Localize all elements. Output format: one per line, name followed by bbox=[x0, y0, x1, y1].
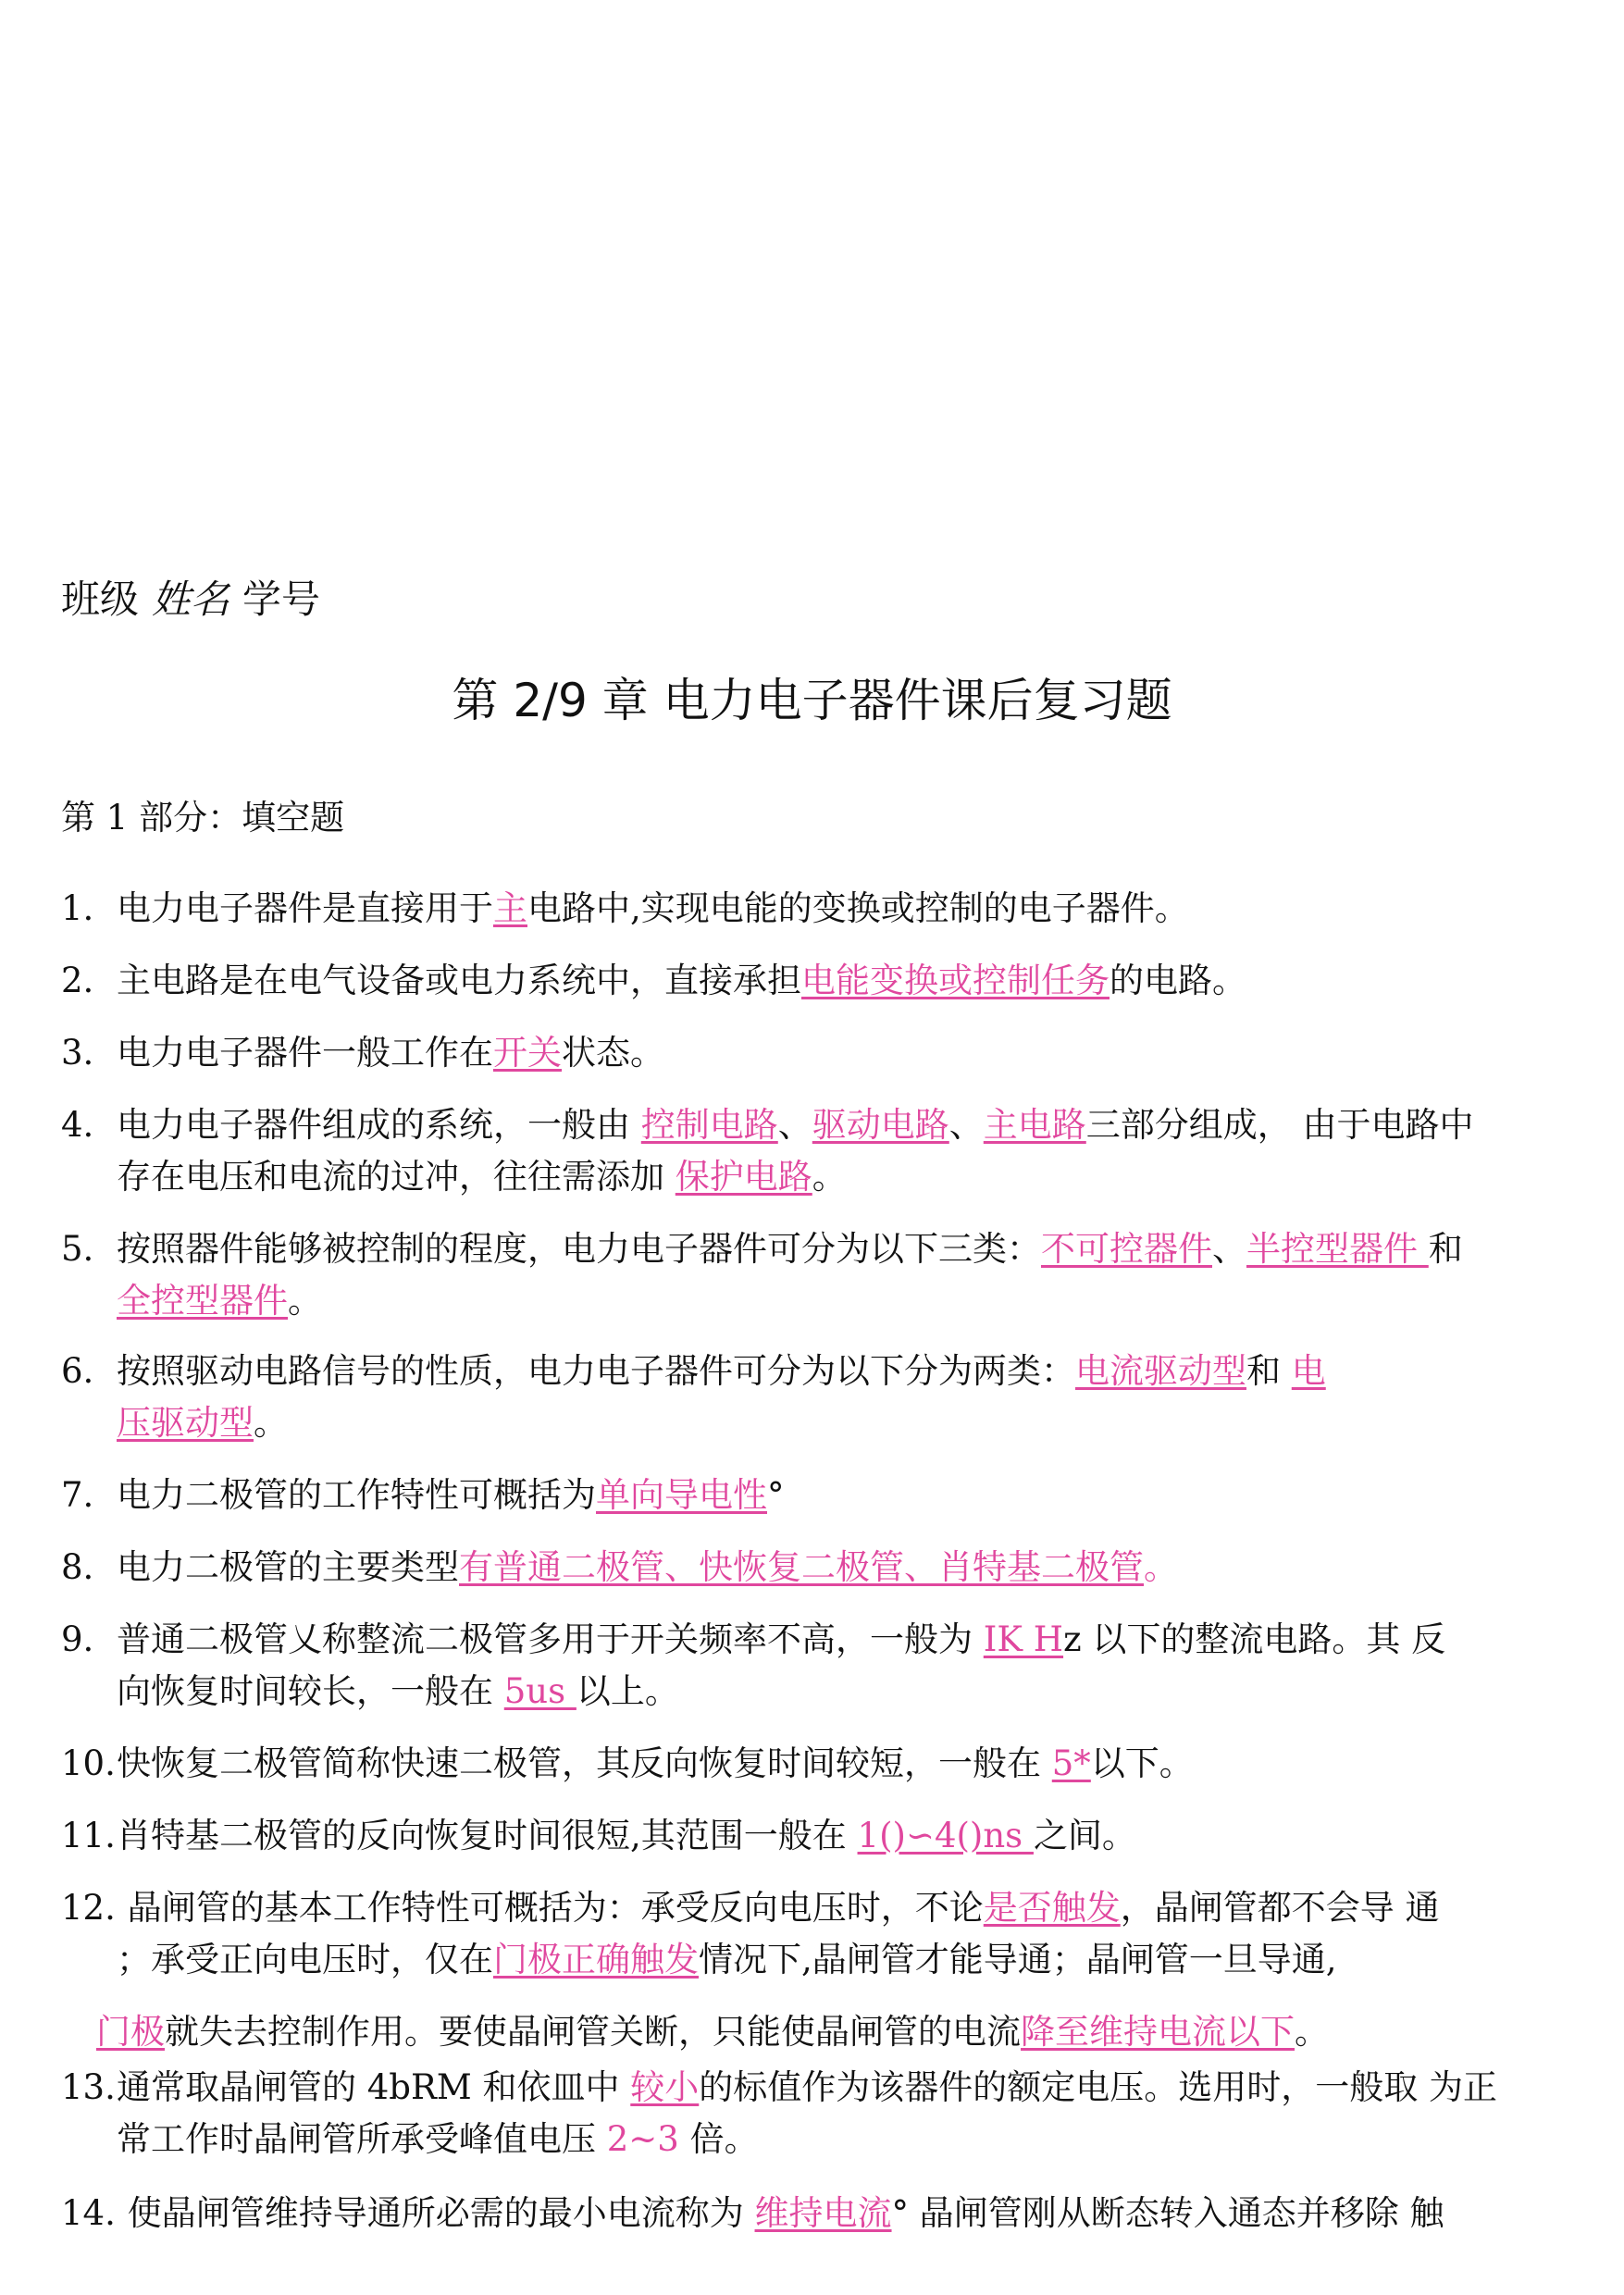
question-number: 8. bbox=[61, 1547, 94, 1587]
page-title: 第 2/9 章 电力电子器件课后复习题 bbox=[452, 674, 1172, 727]
answer-blank: 压驱动型 bbox=[117, 1403, 254, 1443]
question-text: 按照驱动电路信号的性质，电力电子器件可分为以下分为两类： bbox=[117, 1351, 1075, 1391]
question-text: 通常取晶闸管的 4bRM 和依皿中 bbox=[117, 2067, 631, 2107]
question-number: 4. bbox=[61, 1105, 94, 1145]
question-text: 的标值作为该器件的额定电压。选用时，一般取 为正 bbox=[699, 2067, 1498, 2107]
answer-blank: 门极 bbox=[96, 2012, 165, 2052]
question-text: 向恢复时间较长，一般在 bbox=[117, 1671, 504, 1711]
question-text: 电力二极管的工作特性可概括为 bbox=[117, 1475, 596, 1515]
answer-blank: 5us bbox=[503, 1671, 576, 1711]
question-text: 电路中,实现电能的变换或控制的电子器件。 bbox=[527, 888, 1189, 928]
answer-blank: 不可控器件 bbox=[1041, 1229, 1212, 1269]
question-text: 之间。 bbox=[1033, 1816, 1136, 1855]
answer-blank: 2~3 bbox=[606, 2119, 690, 2159]
question-6 bbox=[61, 1346, 1579, 1449]
question-continuation bbox=[61, 2114, 1579, 2165]
question-number: 10. bbox=[61, 1743, 116, 1783]
class-label: 班级 bbox=[61, 577, 140, 622]
question-continuation bbox=[61, 2006, 1579, 2058]
answer-blank: 电流驱动型 bbox=[1075, 1351, 1246, 1391]
question-number: 12. bbox=[61, 1888, 116, 1928]
question-text: 肖特基二极管的反向恢复时间很短,其范围一般在 bbox=[117, 1816, 858, 1855]
question-text: 三部分组成， 由于电路中 bbox=[1085, 1105, 1474, 1145]
answer-blank: 维持电流 bbox=[754, 2193, 892, 2233]
separator: 、 bbox=[1212, 1229, 1246, 1269]
question-text: 状态。 bbox=[562, 1033, 664, 1073]
question-2 bbox=[61, 955, 1579, 1007]
student-id-label: 学号 bbox=[242, 577, 321, 622]
question-continuation bbox=[61, 1151, 1579, 1203]
question-continuation bbox=[61, 1934, 1579, 1986]
question-9 bbox=[61, 1614, 1579, 1718]
question-14 bbox=[61, 2188, 1579, 2239]
question-text: 普通二极管乂称整流二极管多用于开关频率不高，一般为 bbox=[117, 1619, 984, 1659]
question-text: 以上。 bbox=[576, 1671, 679, 1711]
question-1 bbox=[61, 883, 1579, 935]
question-text: 的电路。 bbox=[1110, 961, 1246, 1000]
question-4 bbox=[61, 1099, 1579, 1203]
question-number: 1. bbox=[61, 888, 94, 928]
question-text: ，晶闸管都不会导 通 bbox=[1120, 1888, 1440, 1928]
question-text: 电力电子器件是直接用于 bbox=[117, 888, 493, 928]
question-text: 电力二极管的主要类型 bbox=[117, 1547, 459, 1587]
question-text: ° bbox=[767, 1475, 785, 1515]
question-number: 9. bbox=[61, 1619, 94, 1659]
question-7 bbox=[61, 1470, 1579, 1521]
question-number: 2. bbox=[61, 961, 94, 1000]
answer-blank: 门极正确触发 bbox=[493, 1940, 699, 1979]
answer-blank: 降至维持电流以下 bbox=[1021, 2012, 1295, 2052]
question-text: 。 bbox=[288, 1281, 322, 1321]
section-heading: 第 1 部分：填空题 bbox=[61, 798, 345, 837]
question-text: 就失去控制作用。要使晶闸管关断，只能使晶闸管的电流 bbox=[165, 2012, 1021, 2052]
answer-blank: 主电路 bbox=[983, 1105, 1086, 1145]
question-text: 使晶闸管维持导通所必需的最小电流称为 bbox=[117, 2193, 755, 2233]
separator: 、 bbox=[777, 1105, 812, 1145]
answer-blank: 5* bbox=[1051, 1743, 1091, 1783]
question-13 bbox=[61, 2062, 1579, 2165]
question-text: 。 bbox=[1295, 2012, 1329, 2052]
question-text: 电力电子器件组成的系统，一般由 bbox=[117, 1105, 641, 1145]
answer-blank: 保护电路 bbox=[675, 1157, 812, 1197]
question-11 bbox=[61, 1810, 1579, 1862]
answer-blank: 电能变换或控制任务 bbox=[801, 961, 1110, 1000]
question-text: z 以下的整流电路。其 反 bbox=[1063, 1619, 1446, 1659]
question-text: 。 bbox=[1144, 1547, 1178, 1587]
student-info-line bbox=[61, 572, 320, 627]
answer-blank: 有普通二极管、快恢复二极管、肖特基二极管 bbox=[459, 1547, 1144, 1587]
question-continuation bbox=[61, 1397, 1579, 1449]
question-text: ° 晶闸管刚从断态转入通态并移除 触 bbox=[891, 2193, 1444, 2233]
answer-blank: 半控型器件 bbox=[1246, 1229, 1429, 1269]
answer-blank: 开关 bbox=[493, 1033, 562, 1073]
name-label: 姓名 bbox=[152, 577, 230, 622]
question-continuation bbox=[61, 1666, 1579, 1718]
question-text: 和 bbox=[1428, 1229, 1463, 1269]
question-text: 存在电压和电流的过冲，往往需添加 bbox=[117, 1157, 676, 1197]
separator: 、 bbox=[948, 1105, 984, 1145]
question-text: ；承受正向电压时，仅在 bbox=[117, 1940, 493, 1979]
question-text: 。 bbox=[254, 1403, 288, 1443]
question-5 bbox=[61, 1223, 1579, 1327]
answer-blank: 全控型器件 bbox=[117, 1281, 288, 1321]
question-text: 以下。 bbox=[1090, 1743, 1194, 1783]
answer-blank: 主 bbox=[493, 888, 527, 928]
question-number: 3. bbox=[61, 1033, 94, 1073]
question-number: 13. bbox=[61, 2067, 116, 2107]
answer-blank: 控制电路 bbox=[640, 1105, 778, 1145]
question-number: 7. bbox=[61, 1475, 94, 1515]
question-10 bbox=[61, 1738, 1579, 1790]
question-text: 情况下,晶闸管才能导通；晶闸管一旦导通, bbox=[699, 1940, 1337, 1979]
answer-blank: 1()∽4()ns bbox=[857, 1816, 1034, 1855]
answer-blank: 较小 bbox=[630, 2067, 700, 2107]
question-continuation bbox=[61, 1275, 1579, 1327]
question-text: 。 bbox=[812, 1157, 847, 1197]
question-text: 快恢复二极管简称快速二极管，其反向恢复时间较短，一般在 bbox=[117, 1743, 1052, 1783]
question-number: 11. bbox=[61, 1816, 116, 1855]
answer-blank: 驱动电路 bbox=[812, 1105, 949, 1145]
question-number: 14. bbox=[61, 2193, 116, 2233]
question-3 bbox=[61, 1027, 1579, 1079]
question-text: 倍。 bbox=[689, 2119, 759, 2159]
question-text: 晶闸管的基本工作特性可概括为：承受反向电压时，不论 bbox=[117, 1888, 984, 1928]
question-12 bbox=[61, 1882, 1579, 2058]
question-number: 5. bbox=[61, 1229, 94, 1269]
answer-blank: 电 bbox=[1291, 1351, 1326, 1391]
question-8 bbox=[61, 1542, 1579, 1594]
answer-blank: 是否触发 bbox=[983, 1888, 1121, 1928]
question-text: 电力电子器件一般工作在 bbox=[117, 1033, 493, 1073]
question-text: 按照器件能够被控制的程度，电力电子器件可分为以下三类： bbox=[117, 1229, 1041, 1269]
question-text: 常工作时晶闸管所承受峰值电压 bbox=[117, 2119, 607, 2159]
answer-blank: IK H bbox=[983, 1619, 1064, 1659]
question-text: 和 bbox=[1246, 1351, 1292, 1391]
question-number: 6. bbox=[61, 1351, 94, 1391]
question-text: 主电路是在电气设备或电力系统中，直接承担 bbox=[117, 961, 801, 1000]
answer-blank: 单向导电性 bbox=[596, 1475, 767, 1515]
